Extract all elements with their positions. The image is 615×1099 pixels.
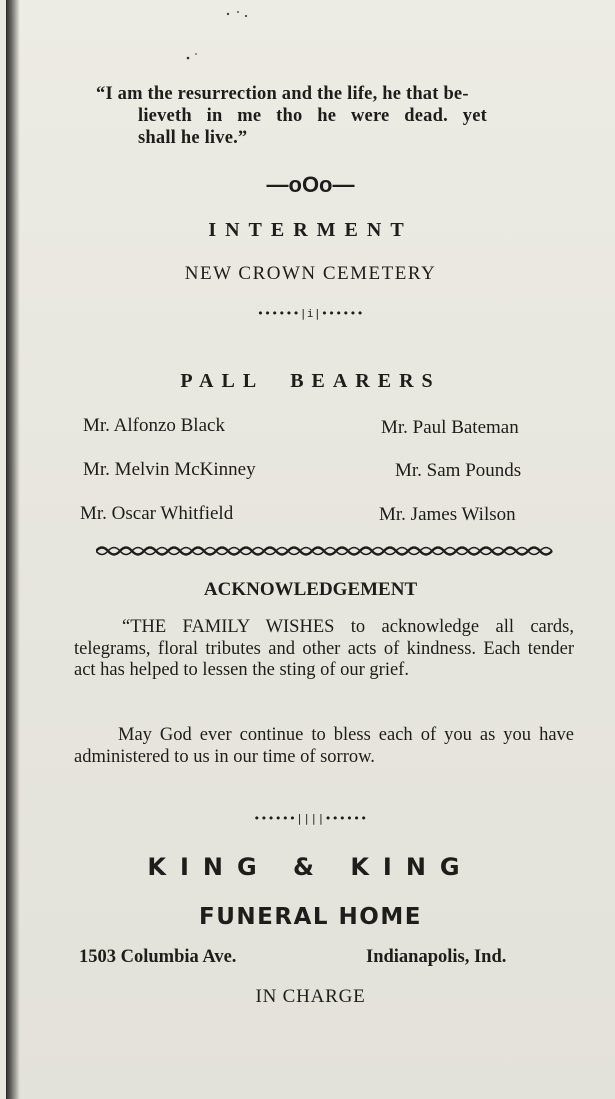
ornament-divider-small: ••••••|i|•••••• (257, 307, 364, 320)
quote-line-2: lieveth in me tho he were dead. yet (138, 106, 487, 126)
pall-bearers-heading-word2: BEARERS (290, 370, 441, 392)
ornament-divider-small-2: ••••••||||•••••• (253, 812, 368, 825)
pall-bearer-right-1: Mr. Paul Bateman (381, 417, 519, 438)
pall-bearers-heading (6, 370, 615, 393)
quote-line-1: “I am the resurrection and the life, he that be- (96, 84, 469, 104)
pall-bearer-left-2: Mr. Melvin McKinney (83, 459, 256, 480)
pall-bearer-right-2: Mr. Sam Pounds (395, 460, 522, 481)
cemetery-name: NEW CROWN CEMETERY (184, 263, 437, 284)
page-edge-shadow (6, 0, 20, 1099)
in-charge-note: IN CHARGE (255, 986, 366, 1007)
acknowledgement-paragraph-1: “THE FAMILY WISHES to acknowledge all cards, telegrams, floral tributes and other acts of kindness. Each tender act has helped to lessen the sting of our grief. (74, 617, 574, 680)
funeral-home-city: Indianapolis, Ind. (366, 947, 507, 967)
funeral-home-name-line-1: KING & KING (147, 853, 474, 881)
funeral-home-address: 1503 Columbia Ave. (79, 947, 237, 967)
funeral-home-name-line-2: FUNERAL HOME (199, 904, 422, 930)
program-page (6, 0, 615, 1099)
acknowledgement-paragraph-2: May God ever continue to bless each of you as you have administered to us in our time of sorrow. (74, 725, 574, 767)
quote-line-3: shall he live.” (138, 128, 248, 148)
ornamental-chain-divider (96, 544, 556, 558)
ornament-divider-ooo: —oOo— (266, 172, 355, 197)
paper-specks (166, 8, 266, 68)
pall-bearer-right-3: Mr. James Wilson (379, 504, 516, 525)
pall-bearer-left-1: Mr. Alfonzo Black (83, 415, 225, 436)
interment-heading: INTERMENT (208, 219, 413, 241)
scripture-quote (96, 83, 586, 149)
acknowledgement-heading: ACKNOWLEDGEMENT (203, 579, 418, 600)
pall-bearer-left-3: Mr. Oscar Whitfield (80, 503, 234, 524)
pall-bearers-heading-word1: PALL (180, 370, 265, 392)
